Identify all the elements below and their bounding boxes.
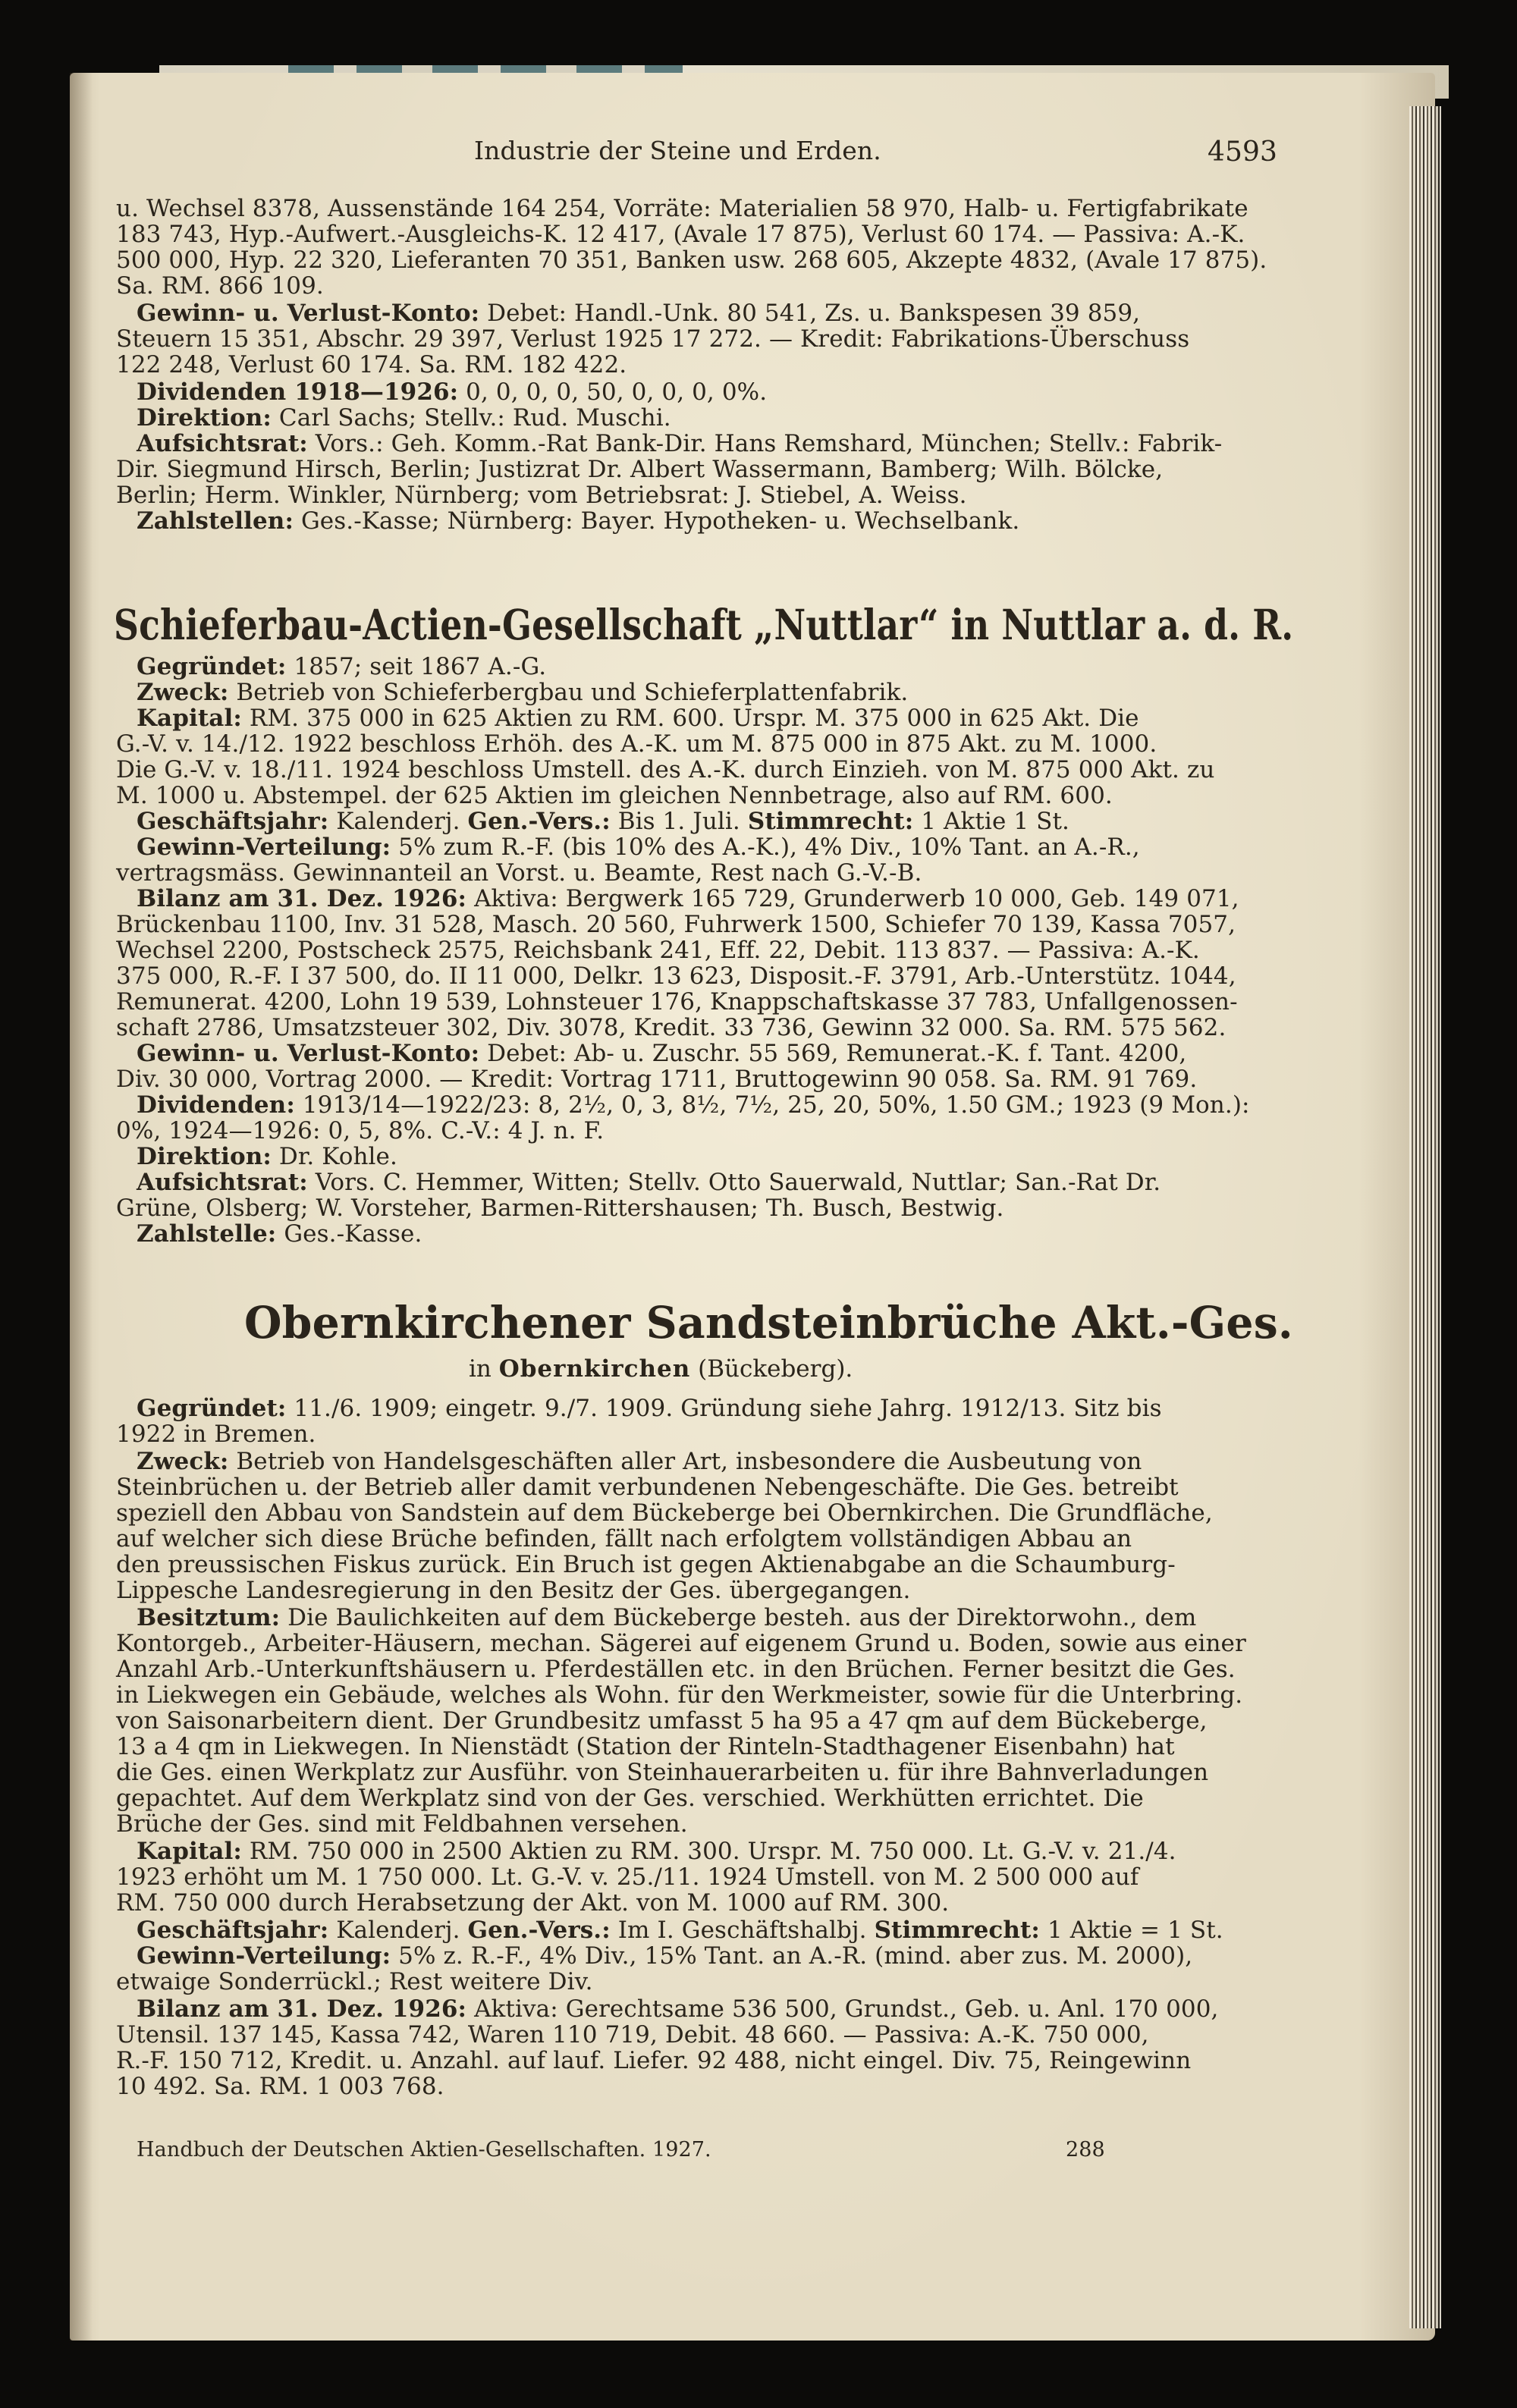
text-line: in Liekwegen ein Gebäude, welches als Wohn. für den Werkmeister, sowie für die Unterbring. — [116, 1681, 1243, 1709]
board-entry — [137, 431, 1222, 457]
text-line: Anzahl Arb.-Unterkunftshäusern u. Pferdeställen etc. in den Brüchen. Ferner besitzt die Ges. — [116, 1656, 1236, 1683]
founded-entry — [137, 1396, 1162, 1421]
text-line: etwaige Sonderrückl.; Rest weitere Div. — [116, 1968, 593, 1995]
field-text: Ges.-Kasse. — [276, 1220, 422, 1248]
field-text: Vors. C. Hemmer, Witten; Stellv. Otto Sauerwald, Nuttlar; San.-Rat Dr. — [307, 1169, 1161, 1196]
field-label: Gewinn- u. Verlust-Konto: — [137, 1040, 480, 1067]
text-line: Berlin; Herm. Winkler, Nürnberg; vom Betriebsrat: J. Stiebel, A. Weiss. — [116, 482, 967, 509]
field-label: Stimmrecht: — [747, 808, 914, 835]
text-line: RM. 750 000 durch Herabsetzung der Akt. von M. 1000 auf RM. 300. — [116, 1889, 950, 1917]
profit-distribution-entry — [137, 1943, 1192, 1969]
field-label: Stimmrecht: — [874, 1917, 1040, 1944]
footer-sheet-number: 288 — [1066, 2138, 1105, 2162]
field-label: Gegründet: — [137, 1395, 287, 1422]
text-line: 375 000, R.-F. I 37 500, do. II 11 000, Delkr. 13 623, Disposit.-F. 3791, Arb.-Unterstütz. 1044, — [116, 962, 1236, 990]
field-label: Besitztum: — [137, 1604, 281, 1631]
field-label: Dividenden: — [137, 1091, 295, 1119]
text-line: Lippesche Landesregierung in den Besitz der Ges. übergegangen. — [116, 1577, 911, 1604]
field-label: Gen.-Vers.: — [467, 808, 611, 835]
location-prefix: in — [469, 1355, 499, 1383]
text-line: 183 743, Hyp.-Aufwert.-Ausgleichs-K. 12 417, (Avale 17 875), Verlust 60 174. — Passiva: A.-K. — [116, 221, 1245, 248]
field-text: Debet: Ab- u. Zuschr. 55 569, Remunerat.-K. f. Tant. 4200, — [479, 1040, 1187, 1067]
field-text: 1 Aktie = 1 St. — [1039, 1917, 1223, 1944]
field-label: Zahlstelle: — [137, 1220, 277, 1248]
property-entry — [137, 1605, 1196, 1631]
text-line: auf welcher sich diese Brüche befinden, fällt nach erfolgtem vollständigen Abbau an — [116, 1525, 1132, 1552]
field-text: 11./6. 1909; eingetr. 9./7. 1909. Gründung siehe Jahrg. 1912/13. Sitz bis — [286, 1395, 1162, 1422]
field-label: Aufsichtsrat: — [137, 430, 308, 457]
field-label: Zahlstellen: — [137, 507, 294, 535]
field-text: RM. 750 000 in 2500 Aktien zu RM. 300. Urspr. M. 750 000. Lt. G.-V. v. 21./4. — [241, 1838, 1176, 1865]
field-label: Bilanz am 31. Dez. 1926: — [137, 885, 467, 912]
founded-entry — [137, 654, 546, 680]
text-line: Steuern 15 351, Abschr. 29 397, Verlust 1925 17 272. — Kredit: Fabrikations-Überschuss — [116, 325, 1190, 353]
paying-agent-entry — [137, 1221, 422, 1247]
location-suffix: (Bückeberg). — [690, 1355, 853, 1383]
text-line: Div. 30 000, Vortrag 2000. — Kredit: Vortrag 1711, Bruttogewinn 90 058. Sa. RM. 91 769. — [116, 1066, 1198, 1093]
field-text: Die Baulichkeiten auf dem Bückeberge besteh. aus der Direktorwohn., dem — [280, 1604, 1197, 1631]
field-text: 5% z. R.-F., 4% Div., 15% Tant. an A.-R. (mind. aber zus. M. 2000), — [391, 1942, 1193, 1970]
field-text: 1 Aktie 1 St. — [913, 808, 1069, 835]
field-text: Carl Sachs; Stellv.: Rud. Muschi. — [271, 404, 671, 432]
fiscal-entry — [137, 808, 1069, 834]
text-line: den preussischen Fiskus zurück. Ein Bruch ist gegen Aktienabgabe an die Schaumburg- — [116, 1551, 1176, 1578]
text-line: schaft 2786, Umsatzsteuer 302, Div. 3078, Kredit. 33 736, Gewinn 32 000. Sa. RM. 575 562. — [116, 1014, 1226, 1041]
fiscal-entry — [137, 1917, 1223, 1943]
field-text: Aktiva: Bergwerk 165 729, Grunderwerb 10 000, Geb. 149 071, — [466, 885, 1239, 912]
text-line: R.-F. 150 712, Kredit. u. Anzahl. auf lauf. Liefer. 92 488, nicht eingel. Div. 75, Reingewinn — [116, 2047, 1192, 2074]
field-label: Gewinn-Verteilung: — [137, 834, 391, 861]
text-line: Grüne, Olsberg; W. Vorsteher, Barmen-Rittershausen; Th. Busch, Bestwig. — [116, 1195, 1004, 1222]
text-line: speziell den Abbau von Sandstein auf dem Bückeberge bei Obernkirchen. Die Grundfläche, — [116, 1499, 1213, 1527]
gutter-shadow — [70, 73, 93, 2341]
page-number: 4593 — [1208, 137, 1278, 168]
field-label: Dividenden 1918—1926: — [137, 378, 459, 406]
field-text: Ges.-Kasse; Nürnberg: Bayer. Hypotheken- u. Wechselbank. — [293, 507, 1020, 535]
balance-entry — [137, 886, 1239, 912]
purpose-entry — [137, 680, 908, 705]
field-text: RM. 375 000 in 625 Aktien zu RM. 600. Urspr. M. 375 000 in 625 Akt. Die — [241, 705, 1139, 732]
field-label: Geschäftsjahr: — [137, 808, 329, 835]
purpose-entry — [137, 1449, 1142, 1474]
capital-entry — [137, 705, 1139, 731]
field-label: Kapital: — [137, 705, 242, 732]
field-text: 1913/14—1922/23: 8, 2½, 0, 3, 8½, 7½, 25, 20, 50%, 1.50 GM.; 1923 (9 Mon.): — [294, 1091, 1250, 1119]
field-text: Aktiva: Gerechtsame 536 500, Grundst., Geb. u. Anl. 170 000, — [466, 1995, 1219, 2023]
profit-distribution-entry — [137, 834, 1140, 860]
balance-entry — [137, 1996, 1219, 2022]
field-label: Aufsichtsrat: — [137, 1169, 308, 1196]
company-location — [469, 1356, 853, 1382]
text-line: Brückenbau 1100, Inv. 31 528, Masch. 20 560, Fuhrwerk 1500, Schiefer 70 139, Kassa 7057, — [116, 911, 1236, 938]
field-label: Bilanz am 31. Dez. 1926: — [137, 1995, 467, 2023]
field-text: Dr. Kohle. — [271, 1143, 397, 1170]
text-line: die Ges. einen Werkplatz zur Ausführ. von Steinhauerarbeiten u. für ihre Bahnverladungen — [116, 1759, 1209, 1786]
text-line: M. 1000 u. Abstempel. der 625 Aktien im gleichen Nennbetrage, also auf RM. 600. — [116, 782, 1113, 809]
text-line: 122 248, Verlust 60 174. Sa. RM. 182 422. — [116, 351, 627, 378]
board-entry — [137, 1169, 1161, 1195]
field-label: Direktion: — [137, 1143, 272, 1170]
text-line: Steinbrüchen u. der Betrieb aller damit verbundenen Nebengeschäfte. Die Ges. betreibt — [116, 1474, 1179, 1501]
running-title: Industrie der Steine und Erden. — [474, 136, 881, 165]
field-text: Debet: Handl.-Unk. 80 541, Zs. u. Bankspesen 39 859, — [479, 300, 1141, 327]
text-line: Die G.-V. v. 18./11. 1924 beschloss Umstell. des A.-K. durch Einzieh. von M. 875 000 Akt. zu — [116, 756, 1215, 783]
field-text: 1857; seit 1867 A.-G. — [286, 653, 547, 680]
text-line: Remunerat. 4200, Lohn 19 539, Lohnsteuer 176, Knappschaftskasse 37 783, Unfallgenossen- — [116, 988, 1238, 1016]
text-line: u. Wechsel 8378, Aussenstände 164 254, Vorräte: Materialien 58 970, Halb- u. Fertigfabrikate — [116, 195, 1248, 222]
company-title-obernkirchen: Obernkirchener Sandsteinbrüche Akt.-Ges. — [244, 1297, 1293, 1348]
text-line: gepachtet. Auf dem Werkplatz sind von der Ges. verschied. Werkhütten errichtet. Die — [116, 1785, 1144, 1812]
footer-book-title: Handbuch der Deutschen Aktien-Gesellschaften. 1927. — [137, 2138, 711, 2162]
text-line: Utensil. 137 145, Kassa 742, Waren 110 719, Debit. 48 660. — Passiva: A.-K. 750 000, — [116, 2021, 1149, 2049]
direction-entry — [137, 1144, 397, 1169]
field-text: Vors.: Geh. Komm.-Rat Bank-Dir. Hans Remshard, München; Stellv.: Fabrik- — [307, 430, 1223, 457]
field-text: Bis 1. Juli. — [610, 808, 740, 835]
dividends-entry — [137, 1092, 1250, 1118]
text-line: Wechsel 2200, Postscheck 2575, Reichsbank 241, Eff. 22, Debit. 113 837. — Passiva: A.-K. — [116, 937, 1200, 964]
field-label: Gewinn- u. Verlust-Konto: — [137, 300, 480, 327]
field-text: Betrieb von Handelsgeschäften aller Art, insbesondere die Ausbeutung von — [228, 1448, 1142, 1475]
field-label: Gegründet: — [137, 653, 287, 680]
field-label: Geschäftsjahr: — [137, 1917, 329, 1944]
text-line: Brüche der Ges. sind mit Feldbahnen versehen. — [116, 1810, 688, 1838]
text-line: Kontorgeb., Arbeiter-Häusern, mechan. Sägerei auf eigenem Grund u. Boden, sowie aus einer — [116, 1630, 1246, 1657]
text-line: 1923 erhöht um M. 1 750 000. Lt. G.-V. v. 25./11. 1924 Umstell. von M. 2 500 000 auf — [116, 1863, 1139, 1891]
field-label: Direktion: — [137, 404, 272, 432]
field-label: Gewinn-Verteilung: — [137, 1942, 391, 1970]
field-label: Gen.-Vers.: — [467, 1917, 611, 1944]
direction-entry — [137, 405, 671, 431]
field-text: Im I. Geschäftshalbj. — [610, 1917, 867, 1944]
field-text: Betrieb von Schieferbergbau und Schieferplattenfabrik. — [228, 679, 909, 706]
field-text: 0, 0, 0, 0, 50, 0, 0, 0, 0%. — [458, 378, 768, 406]
gv-konto-entry — [137, 1041, 1186, 1066]
text-line: G.-V. v. 14./12. 1922 beschloss Erhöh. des A.-K. um M. 875 000 in 875 Akt. zu M. 1000. — [116, 730, 1157, 758]
field-text: Kalenderj. — [328, 808, 460, 835]
dividends-entry — [137, 379, 767, 405]
field-label: Kapital: — [137, 1838, 242, 1865]
field-text: Kalenderj. — [328, 1917, 460, 1944]
text-line: von Saisonarbeitern dient. Der Grundbesitz umfasst 5 ha 95 a 47 qm auf dem Bückeberge, — [116, 1707, 1208, 1735]
field-text: 5% zum R.-F. (bis 10% des A.-K.), 4% Div., 10% Tant. an A.-R., — [391, 834, 1140, 861]
text-line: vertragsmäss. Gewinnanteil an Vorst. u. Beamte, Rest nach G.-V.-B. — [116, 859, 922, 887]
text-line: 1922 in Bremen. — [116, 1421, 316, 1448]
text-line: Sa. RM. 866 109. — [116, 272, 324, 300]
text-line: Dir. Siegmund Hirsch, Berlin; Justizrat Dr. Albert Wassermann, Bamberg; Wilh. Bölcke, — [116, 456, 1164, 483]
capital-entry — [137, 1838, 1176, 1864]
location-place: Obernkirchen — [498, 1355, 691, 1383]
paying-agents-entry — [137, 508, 1019, 534]
text-line: 10 492. Sa. RM. 1 003 768. — [116, 2073, 444, 2100]
text-line: 13 a 4 qm in Liekwegen. In Nienstädt (Station der Rinteln-Stadthagener Eisenbahn) hat — [116, 1733, 1175, 1760]
page-edges — [1409, 106, 1441, 2328]
gv-konto-entry — [137, 300, 1140, 326]
text-line: 0%, 1924—1926: 0, 5, 8%. C.-V.: 4 J. n. F. — [116, 1117, 605, 1144]
text-line: 500 000, Hyp. 22 320, Lieferanten 70 351, Banken usw. 268 605, Akzepte 4832, (Avale 17 875). — [116, 246, 1267, 274]
field-label: Zweck: — [137, 1448, 229, 1475]
company-title-nuttlar: Schieferbau-Actien-Gesellschaft „Nuttlar“ in Nuttlar a. d. R. — [114, 600, 1294, 649]
field-label: Zweck: — [137, 679, 229, 706]
